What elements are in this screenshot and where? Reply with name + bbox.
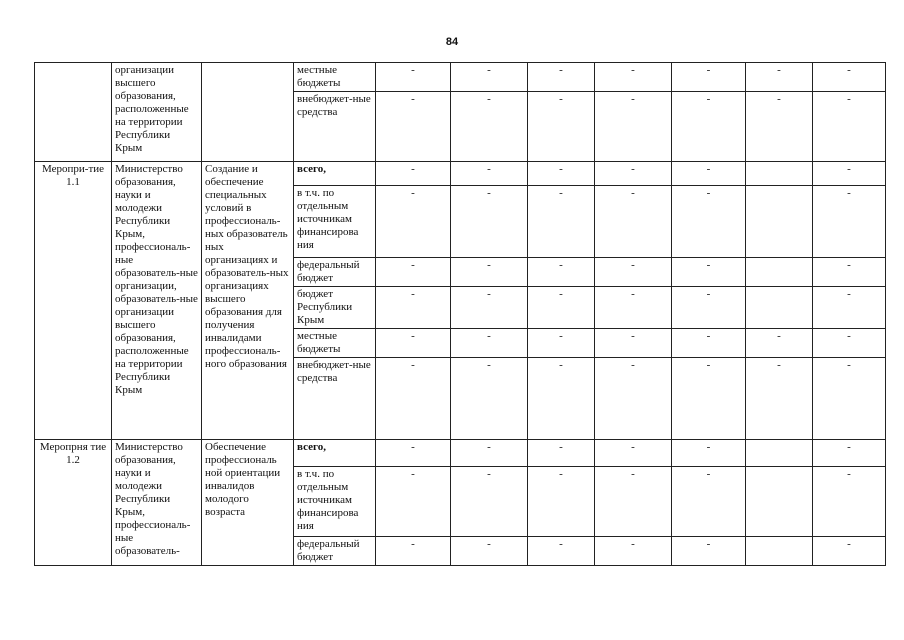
value-cell: - xyxy=(813,186,886,258)
value-cell: - xyxy=(595,440,672,467)
measure-cell xyxy=(35,63,112,162)
value-cell: - xyxy=(595,358,672,440)
value-cell: - xyxy=(528,537,595,566)
value-cell: - xyxy=(672,63,746,92)
value-cell xyxy=(746,258,813,287)
value-cell: - xyxy=(813,358,886,440)
measure-cell: Меропрня тие 1.2 xyxy=(35,440,112,566)
value-cell: - xyxy=(376,537,451,566)
description-cell: Обеспечение профессиональ ной ориентации инвалидов молодого возраста xyxy=(202,440,294,566)
value-cell xyxy=(746,440,813,467)
value-cell: - xyxy=(528,467,595,537)
table-row xyxy=(35,440,886,467)
value-cell: - xyxy=(528,92,595,162)
value-cell: - xyxy=(451,258,528,287)
value-cell: - xyxy=(376,358,451,440)
value-cell: - xyxy=(451,162,528,186)
value-cell: - xyxy=(746,63,813,92)
value-cell: - xyxy=(376,440,451,467)
value-cell: - xyxy=(451,186,528,258)
value-cell: - xyxy=(528,186,595,258)
funding-source-cell: внебюджет-ные средства xyxy=(294,358,376,440)
value-cell: - xyxy=(813,258,886,287)
value-cell: - xyxy=(376,63,451,92)
funding-source-cell: бюджет Республики Крым xyxy=(294,287,376,329)
value-cell: - xyxy=(451,440,528,467)
value-cell: - xyxy=(528,63,595,92)
value-cell: - xyxy=(376,287,451,329)
value-cell: - xyxy=(595,537,672,566)
funding-source-cell: всего, xyxy=(294,162,376,186)
value-cell: - xyxy=(813,329,886,358)
value-cell: - xyxy=(528,287,595,329)
value-cell: - xyxy=(672,537,746,566)
value-cell: - xyxy=(672,162,746,186)
executor-cell: организации высшего образования, расположенные на территории Республики Крым xyxy=(112,63,202,162)
value-cell: - xyxy=(813,467,886,537)
value-cell: - xyxy=(813,537,886,566)
value-cell: - xyxy=(813,287,886,329)
measure-cell: Меропри-тие 1.1 xyxy=(35,162,112,440)
value-cell: - xyxy=(813,162,886,186)
value-cell: - xyxy=(672,186,746,258)
description-cell: Создание и обеспечение специальных условий в профессиональ-ных образователь ных организациях и образователь-ных организациях высшего образования для получения инвалидами профессиональ-ного образования xyxy=(202,162,294,440)
funding-source-cell: в т.ч. по отдельным источникам финансирова ния xyxy=(294,467,376,537)
value-cell: - xyxy=(451,329,528,358)
value-cell: - xyxy=(595,467,672,537)
funding-source-cell: внебюджет-ные средства xyxy=(294,92,376,162)
value-cell: - xyxy=(528,329,595,358)
value-cell: - xyxy=(451,537,528,566)
value-cell: - xyxy=(813,92,886,162)
executor-cell: Министерство образования, науки и молодежи Республики Крым, профессиональ-ные образователь-ные организации, образователь-ные организации высшего образования, расположенные на территории Республики Крым xyxy=(112,162,202,440)
value-cell: - xyxy=(595,287,672,329)
value-cell: - xyxy=(746,358,813,440)
value-cell: - xyxy=(595,92,672,162)
funding-source-cell: в т.ч. по отдельным источникам финансирова ния xyxy=(294,186,376,258)
value-cell: - xyxy=(672,467,746,537)
value-cell: - xyxy=(672,329,746,358)
funding-source-cell: местные бюджеты xyxy=(294,63,376,92)
value-cell: - xyxy=(672,287,746,329)
value-cell: - xyxy=(451,92,528,162)
value-cell: - xyxy=(813,63,886,92)
value-cell xyxy=(746,287,813,329)
value-cell: - xyxy=(451,358,528,440)
value-cell: - xyxy=(595,258,672,287)
funding-source-cell: всего, xyxy=(294,440,376,467)
value-cell: - xyxy=(451,63,528,92)
value-cell: - xyxy=(672,92,746,162)
value-cell: - xyxy=(376,162,451,186)
value-cell xyxy=(746,467,813,537)
value-cell: - xyxy=(528,162,595,186)
value-cell: - xyxy=(528,358,595,440)
value-cell xyxy=(746,537,813,566)
value-cell: - xyxy=(528,440,595,467)
value-cell: - xyxy=(376,467,451,537)
value-cell: - xyxy=(376,92,451,162)
description-cell xyxy=(202,63,294,162)
value-cell: - xyxy=(528,258,595,287)
value-cell: - xyxy=(746,329,813,358)
page-number: 84 xyxy=(445,36,459,48)
funding-source-cell: местные бюджеты xyxy=(294,329,376,358)
value-cell: - xyxy=(376,258,451,287)
value-cell: - xyxy=(595,329,672,358)
value-cell xyxy=(746,186,813,258)
value-cell: - xyxy=(595,162,672,186)
table-row xyxy=(35,63,886,92)
value-cell: - xyxy=(672,440,746,467)
value-cell: - xyxy=(595,186,672,258)
value-cell: - xyxy=(813,440,886,467)
value-cell: - xyxy=(595,63,672,92)
value-cell: - xyxy=(376,329,451,358)
value-cell: - xyxy=(672,258,746,287)
value-cell xyxy=(746,162,813,186)
table-row xyxy=(35,162,886,186)
funding-source-cell: федеральный бюджет xyxy=(294,537,376,566)
funding-source-cell: федеральный бюджет xyxy=(294,258,376,287)
value-cell: - xyxy=(746,92,813,162)
value-cell: - xyxy=(451,287,528,329)
value-cell: - xyxy=(451,467,528,537)
funding-table xyxy=(34,62,886,566)
value-cell: - xyxy=(376,186,451,258)
value-cell: - xyxy=(672,358,746,440)
executor-cell: Министерство образования, науки и молодежи Республики Крым, профессиональ-ные образователь- xyxy=(112,440,202,566)
